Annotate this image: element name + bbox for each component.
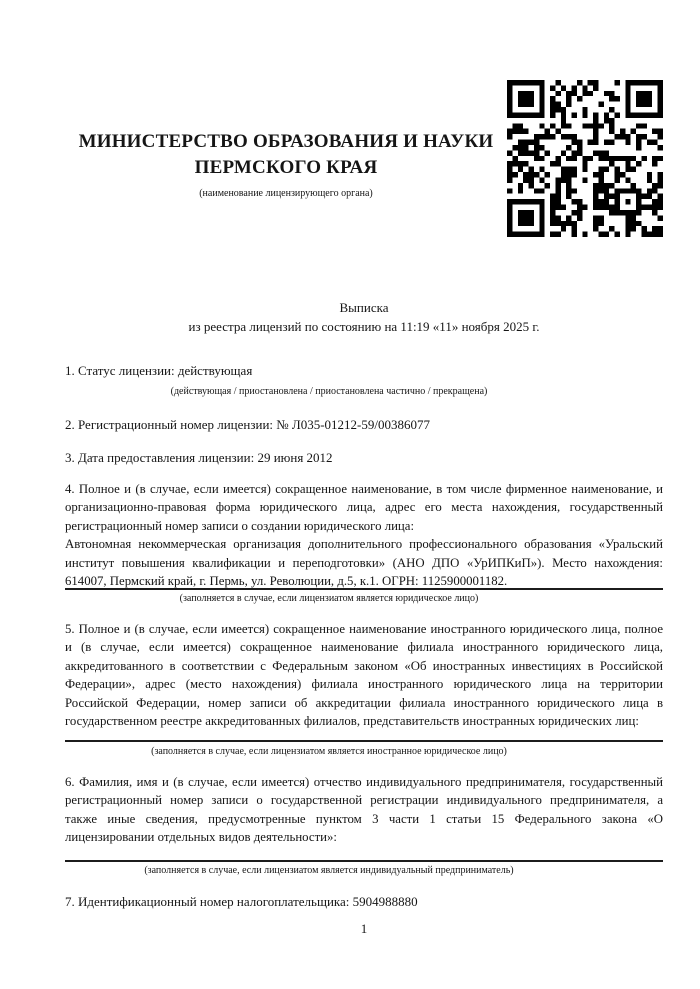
- divider-foreign-entity: [65, 740, 663, 742]
- document-title-line1: Выписка: [339, 300, 389, 315]
- text-line: аккредитованного в соответствии с Федеральным законом «Об иностранных инвестициях в Российской: [65, 658, 663, 673]
- text-line: и (в случае, если имеется) сокращенное наименование филиала иностранного юридического лица,: [65, 640, 663, 654]
- text-line: Автономная некоммерческая организация дополнительного профессионального образования «Уральский: [65, 537, 663, 551]
- text-line: Российской Федерации, номер записи об аккредитации филиала иностранного юридического лица в: [65, 695, 663, 710]
- field-legal-entity-value: [65, 535, 663, 591]
- qr-code-image: [507, 80, 663, 237]
- qr-code: [507, 80, 663, 237]
- text-line: институт повышения квалификации и переподготовки» (АНО ДПО «УрИПКиП»). Место нахождения:: [65, 555, 663, 570]
- divider-individual-entrepreneur: [65, 860, 663, 862]
- field-license-status-caption: (действующая / приостановлена / приостановлена частично / прекращена): [170, 385, 488, 397]
- page-number: 1: [360, 921, 368, 936]
- ministry-name-line2: ПЕРМСКОГО КРАЯ: [194, 157, 378, 178]
- field-individual-entrepreneur-caption: (заполняется в случае, если лицензиатом является индивидуальный предприниматель): [144, 864, 514, 876]
- text-line: государственном реестре аккредитованных филиалов, представительств иностранных юридических лиц:: [65, 714, 639, 728]
- field-grant-date: 3. Дата предоставления лицензии: 29 июня 2012: [65, 450, 333, 465]
- document-header-row: [65, 80, 663, 237]
- field-foreign-entity-label: [65, 620, 663, 731]
- text-line: 6. Фамилия, имя и (в случае, если имеется) отчество индивидуального предпринимателя, государственный: [65, 774, 663, 789]
- text-line: лицензировании отдельных видов деятельности»:: [65, 830, 337, 844]
- field-legal-entity-caption: (заполняется в случае, если лицензиатом является юридическое лицо): [179, 592, 479, 604]
- text-line: регистрационный номер записи о создании юридического лица:: [65, 518, 415, 533]
- document-title-line2: из реестра лицензий по состоянию на 11:19 «11» ноября 2025 г.: [188, 318, 540, 334]
- field-taxpayer-number: 7. Идентификационный номер налогоплательщика: 5904988880: [65, 893, 418, 909]
- text-line: также иные сведения, предусмотренные пунктом 3 части 1 статьи 15 Федерального закона «О: [65, 811, 663, 826]
- field-legal-entity-label: [65, 480, 663, 536]
- document-title: [65, 299, 663, 336]
- document-content: [65, 80, 663, 939]
- text-line: Федерации», адрес (место нахождения) филиала иностранного юридического лица на территории: [65, 677, 663, 691]
- field-individual-entrepreneur-label: [65, 773, 663, 847]
- ministry-name-line1: МИНИСТЕРСТВО ОБРАЗОВАНИЯ И НАУКИ: [78, 131, 494, 152]
- field-registration-number: 2. Регистрационный номер лицензии: № Л035-01212-59/00386077: [65, 416, 431, 432]
- text-line: 5. Полное и (в случае, если имеется) сокращенное наименование иностранного юридического лица, полное: [65, 621, 663, 636]
- ministry-caption: (наименование лицензирующего органа): [199, 188, 373, 199]
- text-line: 4. Полное и (в случае, если имеется) сокращенное наименование, в том числе фирменное наименование, и: [65, 481, 663, 496]
- text-line: регистрационный номер записи о государственной регистрации индивидуального предпринимателя, а: [65, 793, 663, 807]
- text-line: организационно-правовая форма юридического лица, адрес его места нахождения, государственный: [65, 500, 663, 514]
- licensing-authority-block: [65, 80, 507, 201]
- field-license-status: 1. Статус лицензии: действующая: [65, 363, 253, 378]
- field-foreign-entity-caption: (заполняется в случае, если лицензиатом является иностранное юридическое лицо): [151, 745, 507, 757]
- text-line: 614007, Пермский край, г. Пермь, ул. Революции, д.5, к.1. ОГРН: 1125900001182.: [65, 574, 508, 588]
